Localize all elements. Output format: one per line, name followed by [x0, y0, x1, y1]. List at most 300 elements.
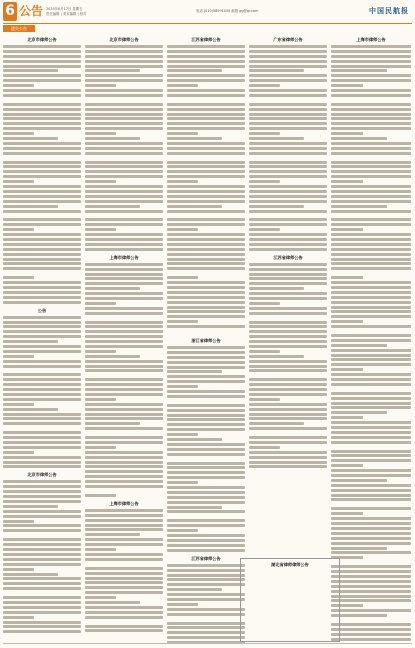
text-line — [3, 258, 81, 261]
text-line — [167, 418, 245, 421]
text-line — [331, 306, 411, 309]
text-line — [3, 74, 81, 77]
text-line — [167, 593, 245, 596]
text-line — [331, 537, 411, 540]
text-line — [3, 524, 81, 527]
text-line — [331, 595, 411, 598]
text-line — [167, 127, 245, 130]
text-line — [249, 205, 304, 208]
text-line — [3, 490, 81, 493]
text-line — [167, 471, 245, 474]
editor-line: 责任编辑 | 美术编辑 | 校对 — [46, 12, 87, 16]
text-line — [85, 413, 163, 416]
text-line — [331, 296, 411, 299]
text-line — [249, 282, 327, 285]
text-line — [167, 481, 198, 484]
text-line — [331, 147, 411, 150]
text-line — [331, 580, 411, 583]
notice-title: 江苏省律师公告 — [191, 555, 221, 561]
text-line — [167, 205, 222, 208]
text-line — [331, 585, 411, 588]
text-line — [85, 180, 116, 183]
text-line — [3, 79, 81, 82]
text-line — [167, 286, 245, 289]
text-line — [249, 292, 327, 295]
column-3 — [167, 33, 245, 643]
text-line — [3, 291, 81, 294]
text-line — [3, 316, 81, 319]
text-line — [249, 137, 304, 140]
text-line — [167, 366, 245, 369]
text-line — [167, 588, 222, 591]
text-line — [3, 616, 34, 619]
text-line — [167, 291, 245, 294]
text-line — [167, 636, 245, 639]
text-line — [167, 132, 198, 135]
text-line — [85, 611, 163, 614]
text-line — [85, 165, 163, 168]
text-line — [249, 383, 327, 386]
text-line — [249, 152, 327, 155]
text-line — [85, 470, 163, 473]
text-line — [3, 548, 81, 551]
text-line — [167, 564, 245, 567]
text-line — [331, 55, 411, 58]
text-line — [3, 276, 34, 279]
text-line — [3, 113, 81, 116]
text-line — [3, 456, 81, 459]
text-line — [167, 108, 245, 111]
text-line — [331, 570, 411, 573]
text-line — [331, 334, 411, 337]
text-line — [331, 402, 411, 405]
text-line — [331, 210, 411, 213]
text-line — [85, 205, 140, 208]
text-line — [331, 122, 411, 125]
text-line — [249, 180, 280, 183]
text-line — [85, 606, 163, 609]
text-line — [3, 340, 58, 343]
text-line — [3, 436, 81, 439]
text-line — [85, 485, 163, 488]
text-line — [331, 517, 411, 520]
text-line — [85, 152, 163, 155]
text-line — [167, 301, 245, 304]
text-line — [249, 223, 327, 226]
text-line — [249, 403, 327, 406]
text-line — [85, 548, 116, 551]
text-line — [3, 553, 81, 556]
text-line — [3, 582, 81, 585]
text-line — [331, 575, 411, 578]
text-line — [331, 349, 411, 352]
text-line — [331, 267, 411, 270]
text-line — [85, 185, 163, 188]
footer-rule — [3, 643, 412, 644]
text-line — [249, 210, 327, 213]
text-line — [85, 509, 163, 512]
hotline: 电话 (010)58591000 邮箱 gg@gr.com — [196, 9, 259, 13]
text-line — [167, 79, 245, 82]
text-line — [167, 626, 245, 629]
text-line — [331, 507, 411, 510]
text-line — [85, 147, 163, 150]
text-line — [167, 310, 245, 313]
text-line — [249, 350, 280, 353]
text-line — [331, 190, 411, 193]
text-line — [85, 586, 163, 589]
text-line — [249, 312, 327, 315]
text-line — [331, 638, 411, 641]
text-line — [331, 117, 411, 120]
text-line — [331, 421, 411, 424]
text-line — [85, 625, 163, 628]
text-line — [3, 195, 81, 198]
text-line — [167, 631, 245, 634]
text-line — [331, 479, 387, 482]
text-line — [331, 609, 411, 612]
text-line — [331, 325, 411, 328]
text-line — [167, 228, 198, 231]
text-line — [3, 495, 81, 498]
column-4 — [249, 33, 327, 553]
text-line — [3, 446, 81, 449]
text-line — [3, 505, 58, 508]
column-1 — [3, 33, 81, 643]
text-line — [167, 325, 245, 328]
text-line — [85, 268, 163, 271]
text-line — [331, 464, 363, 467]
text-line — [3, 408, 58, 411]
text-line — [3, 500, 81, 503]
text-line — [85, 84, 116, 87]
text-line — [3, 296, 81, 299]
text-line — [167, 113, 245, 116]
text-line — [331, 320, 363, 323]
text-line — [85, 89, 163, 92]
text-line — [167, 361, 245, 364]
text-line — [3, 200, 81, 203]
text-line — [3, 485, 81, 488]
text-line — [85, 538, 163, 541]
text-line — [3, 563, 81, 566]
text-line — [85, 350, 116, 353]
text-line — [167, 117, 245, 120]
text-line — [331, 358, 411, 361]
text-line — [331, 431, 411, 434]
text-line — [3, 170, 81, 173]
page-number: 6 — [3, 2, 17, 21]
text-line — [3, 451, 34, 454]
text-line — [85, 629, 163, 632]
text-line — [249, 413, 327, 416]
notice-title: 北京市律师公告 — [27, 37, 57, 42]
notice-title: 江苏省律师公告 — [191, 37, 221, 42]
text-line — [331, 238, 411, 241]
text-line — [249, 340, 327, 343]
text-line — [85, 127, 163, 130]
text-line — [3, 398, 81, 401]
text-line — [331, 195, 411, 198]
text-line — [249, 74, 327, 77]
text-line — [167, 346, 245, 349]
text-line — [249, 465, 327, 468]
text-line — [331, 590, 411, 593]
text-line — [3, 210, 81, 213]
text-line — [167, 428, 245, 431]
text-line — [167, 320, 198, 323]
text-line — [249, 408, 327, 411]
text-line — [331, 484, 411, 487]
text-line — [331, 205, 387, 208]
text-line — [167, 315, 245, 318]
text-line — [85, 403, 163, 406]
text-line — [3, 127, 81, 130]
text-line — [249, 228, 280, 231]
text-line — [167, 496, 245, 499]
text-line — [331, 50, 411, 53]
text-line — [85, 383, 163, 386]
text-line — [331, 113, 411, 116]
text-line — [331, 411, 387, 414]
text-line — [85, 132, 116, 135]
text-line — [167, 238, 245, 241]
text-line — [331, 108, 411, 111]
text-line — [167, 603, 198, 606]
text-line — [167, 539, 245, 542]
text-line — [331, 628, 411, 631]
text-line — [331, 132, 363, 135]
text-line — [85, 65, 163, 68]
text-line — [3, 325, 81, 328]
text-line — [85, 233, 163, 236]
text-line — [167, 583, 245, 586]
text-line — [249, 142, 327, 145]
text-line — [3, 345, 81, 348]
text-line — [3, 117, 81, 120]
text-line — [167, 65, 245, 68]
text-line — [85, 113, 163, 116]
text-line — [85, 446, 116, 449]
text-line — [249, 436, 327, 439]
text-line — [331, 84, 363, 87]
text-line — [3, 365, 81, 368]
text-line — [249, 65, 327, 68]
text-line — [167, 370, 222, 373]
text-line — [167, 94, 245, 97]
text-line — [331, 253, 411, 256]
text-line — [167, 281, 245, 284]
text-line — [167, 409, 245, 412]
text-line — [3, 568, 34, 571]
notice-box — [240, 558, 340, 642]
text-line — [85, 567, 163, 570]
text-line — [249, 345, 327, 348]
text-line — [85, 340, 163, 343]
text-line — [167, 622, 245, 625]
text-line — [85, 465, 163, 468]
text-line — [249, 165, 327, 168]
text-line — [331, 286, 411, 289]
text-line — [331, 233, 411, 236]
text-line — [167, 390, 245, 393]
text-line — [3, 461, 81, 464]
text-line — [331, 532, 411, 535]
text-line — [167, 598, 245, 601]
text-line — [331, 127, 411, 130]
text-line — [249, 451, 327, 454]
text-line — [249, 369, 327, 372]
text-line — [85, 475, 163, 478]
text-line — [249, 297, 327, 300]
text-line — [331, 383, 411, 386]
notice-title: 上海市律师公告 — [109, 500, 139, 506]
text-line — [3, 190, 81, 193]
text-line — [85, 393, 163, 396]
text-line — [85, 263, 163, 266]
text-line — [331, 79, 411, 82]
text-line — [3, 558, 81, 561]
text-line — [3, 94, 81, 97]
text-line — [3, 543, 81, 546]
text-line — [85, 60, 163, 63]
text-line — [3, 606, 81, 609]
text-line — [3, 573, 58, 576]
text-line — [331, 301, 411, 304]
text-line — [3, 262, 81, 265]
text-line — [331, 228, 363, 231]
text-line — [167, 491, 245, 494]
text-line — [167, 161, 245, 164]
text-line — [249, 427, 327, 430]
text-line — [331, 522, 411, 525]
text-line — [331, 137, 387, 140]
text-line — [249, 55, 327, 58]
text-line — [167, 233, 245, 236]
text-line — [85, 223, 163, 226]
text-line — [249, 185, 327, 188]
text-line — [3, 330, 81, 333]
notice-title: 江苏省律师公告 — [273, 254, 303, 260]
text-line — [3, 378, 81, 381]
text-line — [3, 510, 81, 513]
text-line — [167, 519, 245, 522]
text-line — [331, 397, 411, 400]
text-line — [249, 161, 327, 164]
text-line — [249, 195, 327, 198]
text-line — [85, 228, 116, 231]
text-line — [167, 544, 245, 547]
text-line — [249, 335, 327, 338]
text-line — [85, 601, 140, 604]
text-line — [249, 243, 327, 246]
text-line — [331, 74, 411, 77]
text-line — [85, 369, 163, 372]
text-line — [3, 238, 81, 241]
text-line — [331, 459, 411, 462]
text-line — [3, 253, 81, 256]
text-line — [85, 273, 163, 276]
text-line — [85, 427, 163, 430]
text-line — [167, 218, 245, 221]
text-line — [331, 161, 411, 164]
text-line — [249, 417, 327, 420]
text-line — [3, 122, 81, 125]
text-line — [167, 476, 245, 479]
text-line — [85, 553, 163, 556]
text-line — [3, 137, 58, 140]
text-line — [167, 453, 245, 456]
text-line — [167, 258, 245, 261]
text-line — [85, 94, 163, 97]
text-line — [167, 448, 245, 451]
text-line — [167, 385, 198, 388]
text-line — [249, 113, 327, 116]
text-line — [3, 243, 81, 246]
text-line — [331, 69, 387, 72]
text-line — [3, 152, 81, 155]
text-line — [3, 89, 81, 92]
text-line — [249, 307, 327, 310]
newspaper-logo: 中国民航报 — [369, 6, 409, 15]
text-line — [167, 60, 245, 63]
text-line — [167, 608, 245, 611]
text-line — [249, 422, 304, 425]
text-line — [331, 498, 411, 501]
text-line — [85, 302, 116, 305]
notice-box-title: 湖北省律师律师公告 — [271, 562, 309, 567]
text-line — [249, 388, 327, 391]
text-line — [331, 363, 411, 366]
text-line — [3, 286, 81, 289]
text-line — [85, 325, 163, 328]
text-line — [331, 103, 411, 106]
text-line — [85, 461, 163, 464]
text-line — [249, 238, 327, 241]
text-line — [249, 45, 327, 48]
header-rule — [3, 23, 412, 24]
text-line — [167, 175, 245, 178]
text-line — [331, 276, 363, 279]
text-line — [167, 243, 245, 246]
text-line — [3, 422, 81, 425]
text-line — [167, 147, 245, 150]
text-line — [249, 446, 280, 449]
text-line — [85, 122, 163, 125]
text-line — [249, 325, 327, 328]
text-line — [3, 108, 81, 111]
text-line — [331, 344, 387, 347]
text-line — [249, 398, 280, 401]
text-line — [85, 312, 163, 315]
text-line — [85, 398, 116, 401]
text-line — [249, 287, 304, 290]
text-line — [249, 330, 327, 333]
text-line — [85, 581, 163, 584]
text-line — [167, 529, 198, 532]
text-line — [85, 456, 163, 459]
text-line — [85, 417, 163, 420]
text-line — [249, 302, 280, 305]
text-line — [85, 277, 163, 280]
text-line — [331, 489, 411, 492]
text-line — [85, 528, 163, 531]
text-line — [249, 365, 327, 368]
text-line — [331, 180, 363, 183]
text-line — [249, 456, 327, 459]
notice-title: 广东省律师公告 — [273, 37, 303, 42]
text-line — [3, 596, 81, 599]
